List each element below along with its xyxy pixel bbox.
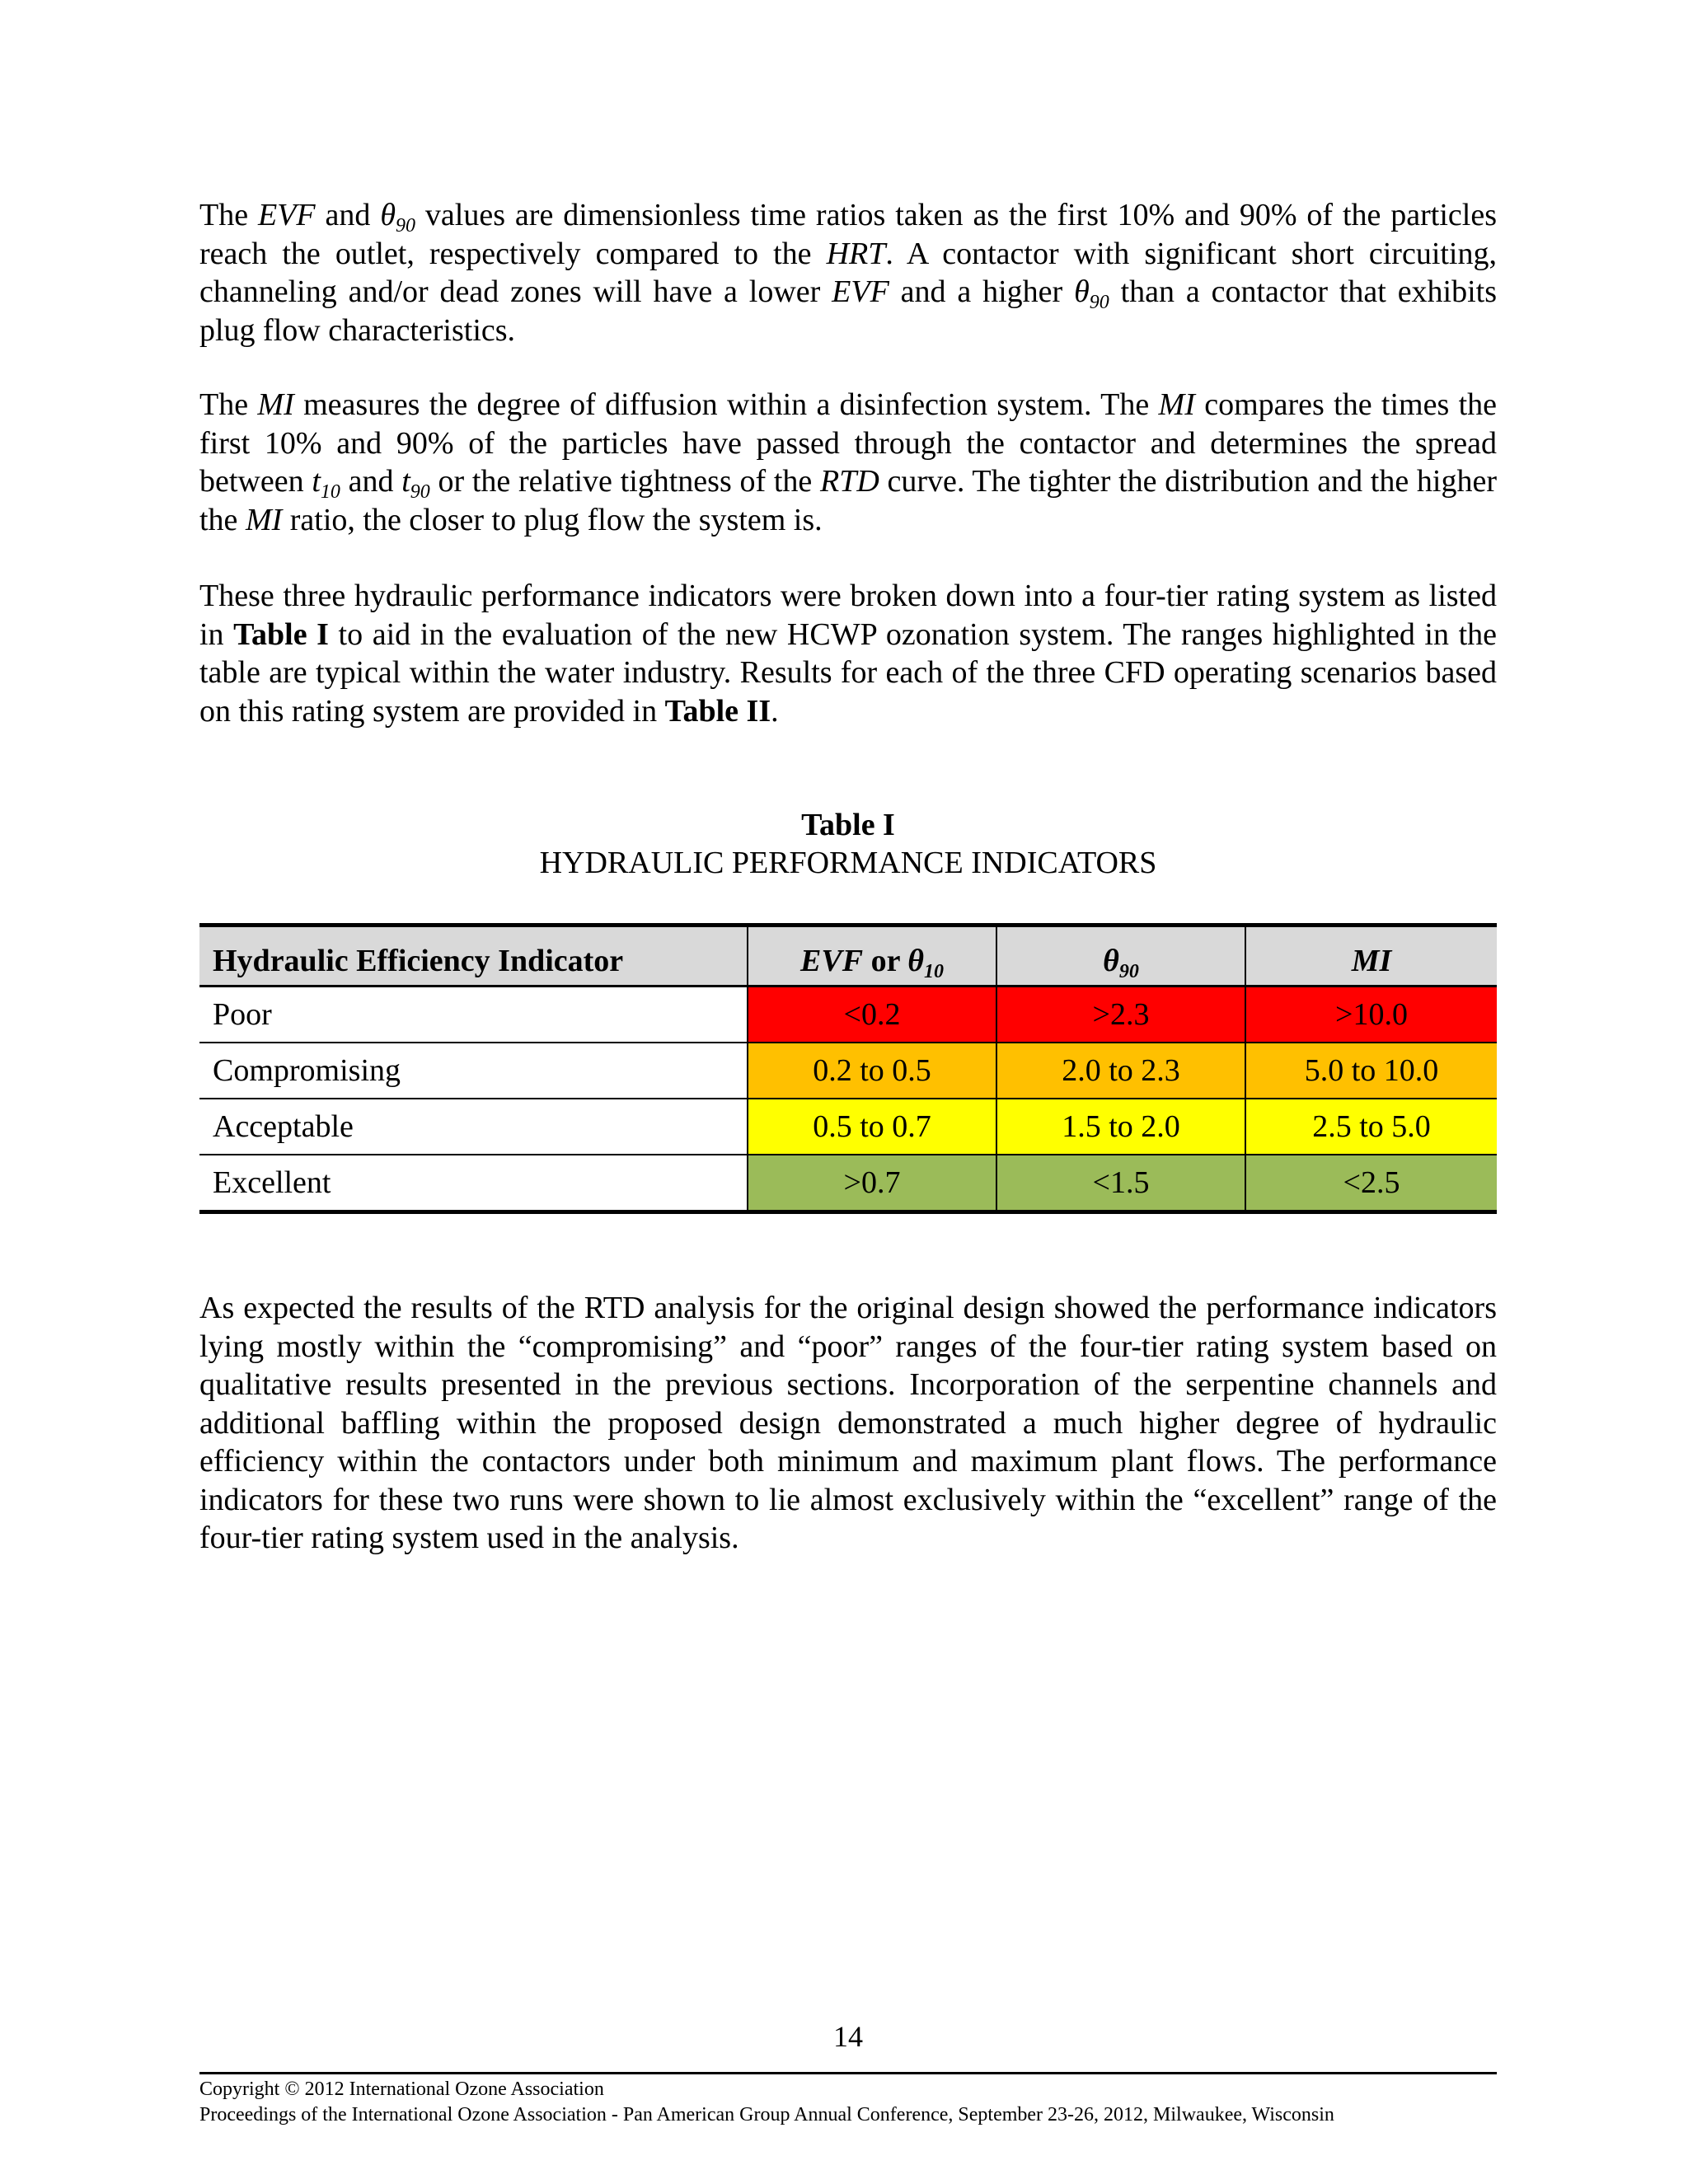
- term-evf: EVF: [832, 274, 889, 309]
- table-title: HYDRAULIC PERFORMANCE INDICATORS: [539, 846, 1157, 880]
- header-theta: θ: [1103, 944, 1119, 978]
- term-rtd: RTD: [819, 464, 879, 499]
- footer-divider: [199, 2072, 1497, 2074]
- text-segment: These three hydraulic performance indicators were broken down into a four-tier rating system as listed in: [199, 579, 1497, 652]
- cell-mi: 2.5 to 5.0: [1245, 1099, 1497, 1155]
- footer: [199, 2077, 1518, 2128]
- subscript: 90: [1089, 292, 1109, 313]
- table-row: [199, 1099, 1497, 1155]
- cell-mi: <2.5: [1245, 1155, 1497, 1212]
- text-segment: The: [199, 387, 258, 422]
- text-segment: and: [340, 464, 402, 499]
- header-mi: MI: [1245, 926, 1497, 987]
- subscript: 90: [410, 481, 430, 503]
- performance-indicators-table: [199, 923, 1497, 1214]
- term-theta: θ: [1074, 274, 1090, 309]
- text-segment: compares the times the first 10% and 90% of the particles have passed through the contactor and determines the spread between: [199, 387, 1497, 499]
- table-number: Table I: [801, 808, 895, 842]
- table-row: [199, 1155, 1497, 1212]
- subscript: 90: [1118, 961, 1139, 982]
- cell-mi: 5.0 to 10.0: [1245, 1043, 1497, 1099]
- table-caption: [199, 806, 1497, 882]
- term-evf: EVF: [258, 198, 316, 232]
- header-evf: [748, 926, 996, 987]
- header-theta: θ: [907, 944, 924, 978]
- page-number: 14: [833, 2020, 863, 2053]
- row-label: Excellent: [199, 1155, 748, 1212]
- text-segment: ratio, the closer to plug flow the system is.: [282, 502, 823, 537]
- cell-evf: >0.7: [748, 1155, 996, 1212]
- paragraph-rating-system: [199, 577, 1497, 730]
- header-or: or: [863, 944, 908, 978]
- subscript: 10: [320, 481, 340, 503]
- cell-evf: 0.2 to 0.5: [748, 1043, 996, 1099]
- text-segment: measures the degree of diffusion within a disinfection system. The: [293, 387, 1159, 422]
- cell-evf: <0.2: [748, 987, 996, 1043]
- text-segment: values are dimensionless time ratios taken as the first 10% and 90% of the particles reach the outlet, respectively compared to the: [199, 198, 1498, 271]
- text-segment: and: [315, 198, 381, 232]
- cell-theta90: >2.3: [996, 987, 1245, 1043]
- text-segment: to aid in the evaluation of the new HCWP ozonation system. The ranges highlighted in the table are typical within the water industry. Results for each of the three CFD operating scenarios based on this rating system are provided in: [199, 616, 1497, 729]
- term-mi: MI: [257, 387, 294, 422]
- text-segment: curve. The tighter the distribution and the higher the: [199, 464, 1498, 537]
- footer-copyright: Copyright © 2012 International Ozone Association: [199, 2079, 604, 2100]
- header-evf-label: EVF: [800, 944, 864, 978]
- text-segment: .: [771, 693, 779, 729]
- term-hrt: HRT: [826, 236, 886, 271]
- cell-evf: 0.5 to 0.7: [748, 1099, 996, 1155]
- table-row: [199, 1043, 1497, 1099]
- text-segment: and a higher: [889, 274, 1075, 309]
- cell-theta90: <1.5: [996, 1155, 1245, 1212]
- term-theta: θ: [380, 198, 396, 232]
- cell-mi: >10.0: [1245, 987, 1497, 1043]
- text-segment: The: [199, 198, 258, 232]
- row-label: Compromising: [199, 1043, 748, 1099]
- text-segment: or the relative tightness of the: [429, 464, 820, 499]
- paragraph-results: As expected the results of the RTD analysis for the original design showed the performance indicators lying mostly within the “compromising” and “poor” ranges of the four-tier rating system based on qualitative results presented in the previous sections. Incorporation of the serpentine channels and additional baffling within the proposed design demonstrated a much higher degree of hydraulic efficiency within the contactors under both minimum and maximum plant flows. The performance indicators for these two runs were shown to lie almost exclusively within the “excellent” range of the four-tier rating system used in the analysis.: [199, 1291, 1497, 1555]
- table-row: [199, 987, 1497, 1043]
- term-mi: MI: [1158, 387, 1195, 422]
- term-t: t: [401, 464, 410, 499]
- subscript: 90: [396, 215, 416, 237]
- header-indicator: Hydraulic Efficiency Indicator: [199, 926, 748, 987]
- paragraph-mi: [199, 386, 1497, 539]
- term-t: t: [312, 464, 321, 499]
- table-header-row: [199, 926, 1497, 987]
- text-segment: than a contactor that exhibits plug flow characteristics.: [199, 274, 1498, 348]
- table-reference: Table II: [664, 693, 771, 729]
- paragraph-evf-theta: [199, 196, 1497, 349]
- table-reference: Table I: [233, 616, 329, 652]
- row-label: Poor: [199, 987, 748, 1043]
- term-mi: MI: [245, 502, 283, 537]
- cell-theta90: 2.0 to 2.3: [996, 1043, 1245, 1099]
- text-segment: . A contactor with significant short circuiting, channeling and/or dead zones will have a lower: [199, 236, 1497, 309]
- row-label: Acceptable: [199, 1099, 748, 1155]
- header-theta90: [996, 926, 1245, 987]
- subscript: 10: [923, 961, 944, 982]
- cell-theta90: 1.5 to 2.0: [996, 1099, 1245, 1155]
- footer-proceedings: Proceedings of the International Ozone Association - Pan American Group Annual Conference, September 23-26, 2012, Milwaukee, Wisconsin: [199, 2104, 1334, 2125]
